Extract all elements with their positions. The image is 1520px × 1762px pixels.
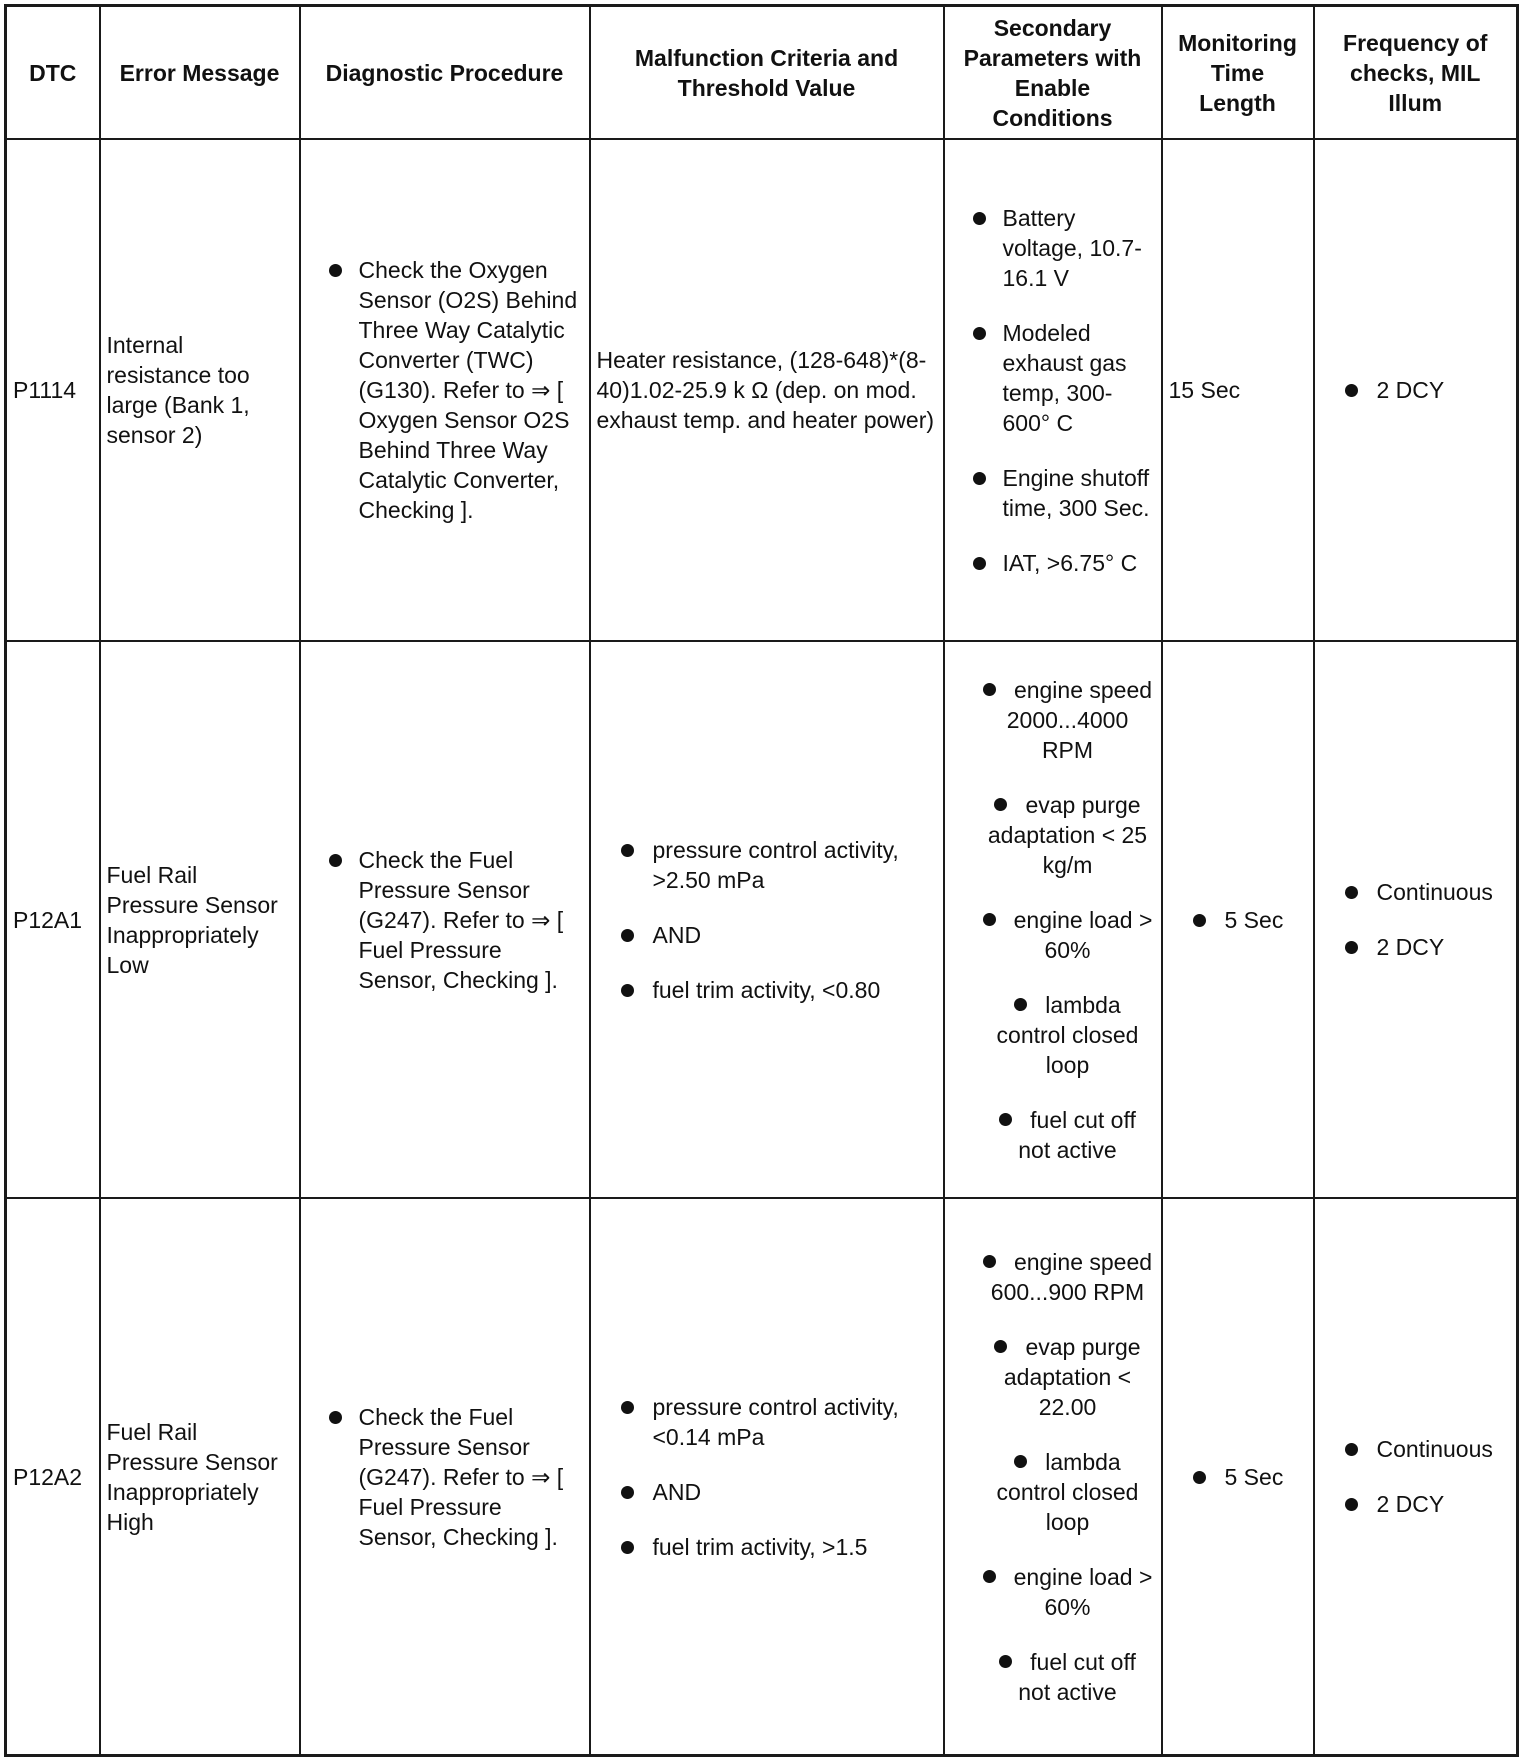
secondary-parameter: evap purge adaptation < 25 kg/m (951, 790, 1155, 880)
malfunction-criteria-cell (590, 641, 944, 1198)
table-row (6, 1198, 1518, 1756)
frequency-cell (1314, 139, 1518, 641)
malfunction-criterion: pressure control activity, >2.50 mPa (597, 835, 937, 895)
diagnostic-procedure-cell (300, 1198, 590, 1756)
header-dtc: DTC (6, 6, 100, 140)
monitoring-time-cell: 15 Sec (1162, 139, 1314, 641)
monitoring-time-cell (1162, 641, 1314, 1198)
malfunction-criteria-cell: Heater resistance, (128-648)*(8-40)1.02-25.9 k Ω (dep. on mod. exhaust temp. and heater power) (590, 139, 944, 641)
malfunction-criterion: AND (597, 1477, 937, 1507)
frequency-cell (1314, 641, 1518, 1198)
table-row (6, 139, 1518, 641)
secondary-parameter: IAT, >6.75° C (951, 548, 1155, 578)
dtc-cell: P12A1 (6, 641, 100, 1198)
secondary-parameter: lambda control closed loop (951, 990, 1155, 1080)
frequency-item: 2 DCY (1321, 375, 1511, 405)
error-message-cell: Fuel Rail Pressure Sensor Inappropriately Low (100, 641, 300, 1198)
malfunction-criterion: AND (597, 920, 937, 950)
secondary-parameter: engine load > 60% (951, 1562, 1155, 1622)
frequency-cell (1314, 1198, 1518, 1756)
secondary-parameters-cell (944, 1198, 1162, 1756)
header-malfunction-criteria: Malfunction Criteria and Threshold Value (590, 6, 944, 140)
header-monitoring-time: Monitoring Time Length (1162, 6, 1314, 140)
malfunction-criteria-cell (590, 1198, 944, 1756)
frequency-item: 2 DCY (1321, 1489, 1511, 1519)
secondary-parameters-cell (944, 641, 1162, 1198)
header-frequency: Frequency of checks, MIL Illum (1314, 6, 1518, 140)
diagnostic-procedure-cell (300, 139, 590, 641)
header-error-message: Error Message (100, 6, 300, 140)
diagnostic-step: Check the Fuel Pressure Sensor (G247). Refer to ⇒ [ Fuel Pressure Sensor, Checking ]. (307, 1402, 583, 1552)
monitoring-time-cell (1162, 1198, 1314, 1756)
error-message-cell: Fuel Rail Pressure Sensor Inappropriately High (100, 1198, 300, 1756)
header-diagnostic-procedure: Diagnostic Procedure (300, 6, 590, 140)
error-message-cell: Internal resistance too large (Bank 1, sensor 2) (100, 139, 300, 641)
dtc-cell: P12A2 (6, 1198, 100, 1756)
frequency-item: 2 DCY (1321, 932, 1511, 962)
frequency-item: Continuous (1321, 1434, 1511, 1464)
malfunction-criterion: pressure control activity, <0.14 mPa (597, 1392, 937, 1452)
secondary-parameter: fuel cut off not active (951, 1105, 1155, 1165)
secondary-parameter: Battery voltage, 10.7-16.1 V (951, 203, 1155, 293)
dtc-table (4, 4, 1519, 1757)
secondary-parameter: Engine shutoff time, 300 Sec. (951, 463, 1155, 523)
malfunction-criterion: fuel trim activity, <0.80 (597, 975, 937, 1005)
frequency-item: Continuous (1321, 877, 1511, 907)
secondary-parameter: engine speed 2000...4000 RPM (951, 675, 1155, 765)
header-row (6, 6, 1518, 140)
monitoring-time-item: 5 Sec (1169, 1462, 1307, 1492)
secondary-parameter: evap purge adaptation < 22.00 (951, 1332, 1155, 1422)
secondary-parameter: Modeled exhaust gas temp, 300-600° C (951, 318, 1155, 438)
header-secondary-parameters: Secondary Parameters with Enable Conditions (944, 6, 1162, 140)
secondary-parameter: engine load > 60% (951, 905, 1155, 965)
secondary-parameter: lambda control closed loop (951, 1447, 1155, 1537)
diagnostic-step: Check the Oxygen Sensor (O2S) Behind Three Way Catalytic Converter (TWC) (G130). Refer to ⇒ [ Oxygen Sensor O2S Behind Three Way Catalytic Converter, Checking ]. (307, 255, 583, 525)
dtc-cell: P1114 (6, 139, 100, 641)
malfunction-criterion: fuel trim activity, >1.5 (597, 1532, 937, 1562)
monitoring-time-item: 5 Sec (1169, 905, 1307, 935)
diagnostic-procedure-cell (300, 641, 590, 1198)
secondary-parameter: engine speed 600...900 RPM (951, 1247, 1155, 1307)
table-row (6, 641, 1518, 1198)
secondary-parameter: fuel cut off not active (951, 1647, 1155, 1707)
secondary-parameters-cell (944, 139, 1162, 641)
diagnostic-step: Check the Fuel Pressure Sensor (G247). Refer to ⇒ [ Fuel Pressure Sensor, Checking ]. (307, 845, 583, 995)
